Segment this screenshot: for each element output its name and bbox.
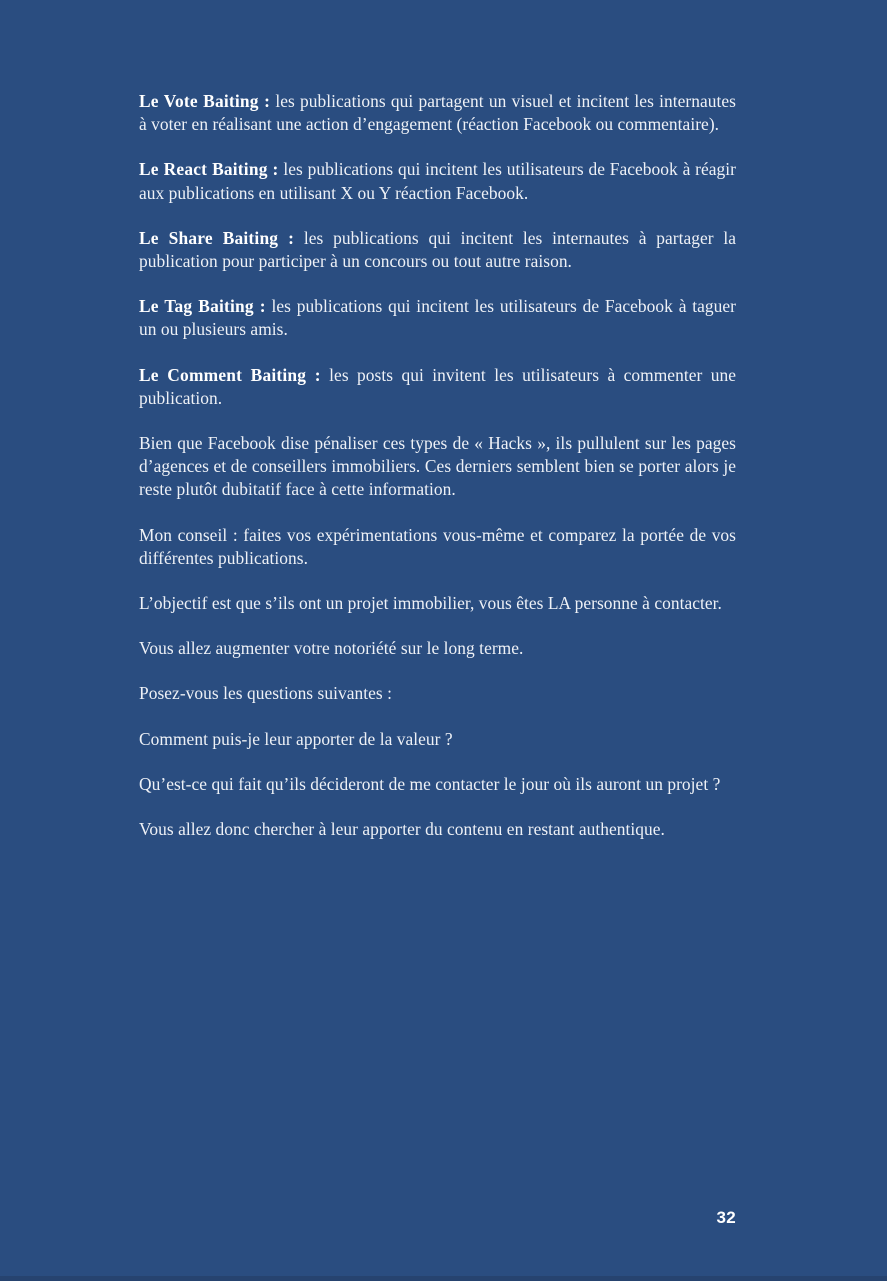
paragraph-question-contacter: [139, 773, 736, 796]
term-vote-baiting: Le Vote Baiting :: [139, 91, 271, 111]
paragraph-text: Vous allez donc chercher à leur apporter du contenu en restant authentique.: [139, 819, 665, 840]
paragraph-text: les posts qui invitent les utilisateurs à commenter une publication.: [139, 364, 736, 408]
term-comment-baiting: Le Comment Baiting :: [139, 364, 321, 385]
paragraph-text: les publications qui incitent les internautes à partager la publication pour participer à un concours ou tout autre raison.: [139, 227, 736, 272]
paragraph-objectif: [139, 592, 736, 615]
paragraph-text: les publications qui incitent les utilisateurs de Facebook à réagir aux publications en utilisant X ou Y réaction Facebook.: [139, 159, 736, 203]
paragraph-questions-intro: [139, 682, 736, 705]
page-number: 32: [716, 1208, 736, 1227]
paragraph-conseil: [139, 524, 736, 570]
paragraph-question-valeur: [139, 728, 736, 751]
term-react-baiting: Le React Baiting :: [139, 159, 279, 180]
paragraph-comment-baiting: [139, 364, 736, 410]
paragraph-text: les publications qui incitent les utilisateurs de Facebook à taguer un ou plusieurs amis.: [139, 296, 736, 340]
paragraph-notoriete: [139, 637, 736, 660]
body-text-column: [139, 90, 736, 841]
paragraph-tag-baiting: [139, 295, 736, 341]
paragraph-contenu-authentique: [139, 818, 736, 841]
paragraph-text: Bien que Facebook dise pénaliser ces types de « Hacks », ils pullulent sur les pages d’agences et de conseillers immobiliers. Ces derniers semblent bien se porter alors je reste plutôt dubitatif face à cette information.: [139, 433, 736, 500]
term-tag-baiting: Le Tag Baiting :: [139, 296, 266, 317]
paragraph-text: les publications qui partagent un visuel et incitent les internautes à voter en réalisant une action d’engagement (réaction Facebook ou commentaire).: [139, 91, 736, 135]
paragraph-react-baiting: [139, 158, 736, 204]
paragraph-text: L’objectif est que s’ils ont un projet immobilier, vous êtes LA personne à contacter.: [139, 593, 722, 614]
paragraph-text: Vous allez augmenter votre notoriété sur le long terme.: [139, 638, 524, 659]
paragraph-text: Mon conseil : faites vos expérimentations vous-même et comparez la portée de vos différentes publications.: [139, 524, 736, 568]
paragraph-facebook-penalties: [139, 432, 736, 502]
paragraph-text: Comment puis-je leur apporter de la valeur ?: [139, 728, 453, 749]
paragraph-text: Posez-vous les questions suivantes :: [139, 683, 392, 704]
term-share-baiting: Le Share Baiting :: [139, 227, 295, 248]
paragraph-text: Qu’est-ce qui fait qu’ils décideront de me contacter le jour où ils auront un projet ?: [139, 773, 721, 794]
paragraph-vote-baiting: [139, 90, 736, 136]
page-bottom-edge: [0, 1276, 887, 1281]
paragraph-share-baiting: [139, 227, 736, 273]
